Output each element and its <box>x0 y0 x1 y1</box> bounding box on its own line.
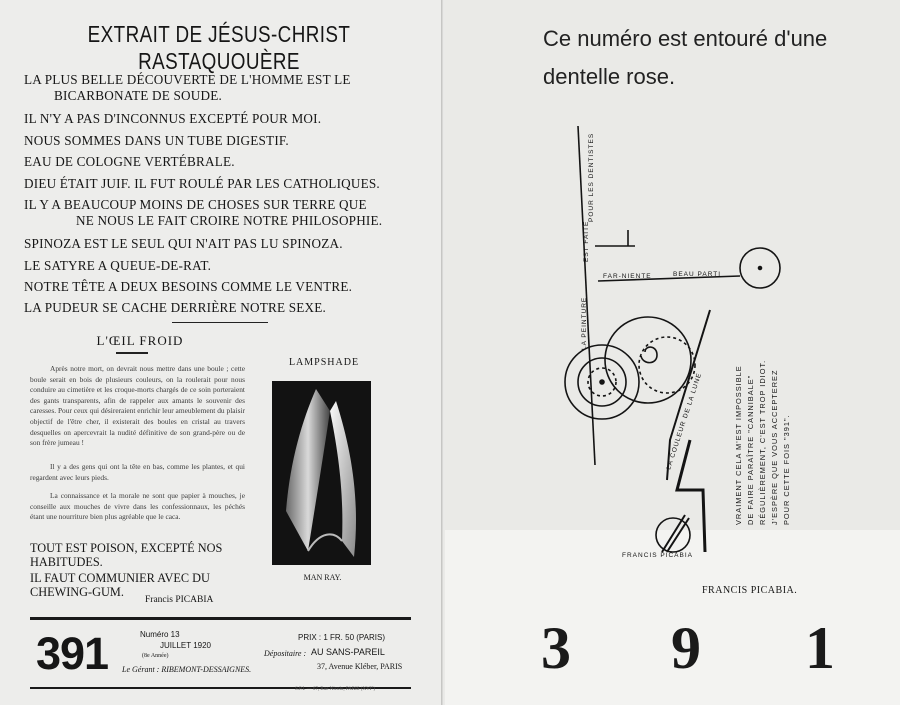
aphorism: NOTRE TÊTE A DEUX BESOINS COMME LE VENTRE. <box>24 279 353 294</box>
closing-line: TOUT EST POISON, EXCEPTÉ NOS <box>30 541 223 555</box>
aphorism <box>24 197 424 229</box>
prose-paragraph <box>30 462 245 483</box>
lampshade-image <box>272 381 371 565</box>
image-caption: MAN RAY. <box>303 573 342 582</box>
gerant: Le Gérant : RIBEMONT-DESSAIGNES. <box>122 665 252 674</box>
prose-text: Après notre mort, on devrait nous mettre dans une boule ; cette boule serait en bois de plusieurs couleurs, on la roulerait pour nous conduire au cimetière et les croque-morts chargés de ce soin porteraient des gants transparents, afin de rappeler aux amants le souvenir des caresses. Pour ceux qui désireraient enrichir leur ameublement du plaisir objectif de l'être cher, il existerait des boules en cristal au travers desquelles on apercevrait la nudité définitive de son grand-père ou de son frère jumeau ! <box>30 364 245 448</box>
right-title-line: dentelle rose. <box>543 64 676 89</box>
aphorism: LE SATYRE A QUEUE-DE-RAT. <box>24 258 212 273</box>
diagram-dot <box>759 267 762 270</box>
issue-year: (8e Année) <box>142 653 169 659</box>
closing-aphorism <box>30 541 245 569</box>
diagram-label: LA COULEUR DE LA LUNE <box>665 371 704 471</box>
signature: Francis PICABIA <box>145 595 214 605</box>
aphorism: SPINOZA EST LE SEUL QUI N'AIT PAS LU SPINOZA. <box>24 236 343 251</box>
imprint: S.P.I. — 67, Rue Nicolo, PARIS (XVI°) <box>295 687 376 692</box>
issue-number: Numéro 13 <box>140 630 180 639</box>
section-title: L'ŒIL FROID <box>96 333 184 348</box>
diagram-thick-line <box>677 440 705 552</box>
closing-line: CHEWING-GUM. <box>30 585 124 599</box>
prose-paragraph <box>30 491 245 523</box>
diagram-label: RÉGULIÈREMENT, C'EST TROP IDIOT. <box>758 359 767 525</box>
image-title: LAMPSHADE <box>288 357 360 368</box>
aphorism-line: NE NOUS LE FAIT CROIRE NOTRE PHILOSOPHIE. <box>76 213 383 228</box>
issue-date: JUILLET 1920 <box>160 641 211 650</box>
big-digit: 3 <box>541 615 571 681</box>
diagram-label: BEAU PARTI <box>673 271 722 278</box>
prose-text: Il y a des gens qui ont la tête en bas, comme les plantes, et qui regardent avec leurs pieds. <box>30 462 245 482</box>
depositaire-label: Dépositaire : <box>264 649 307 658</box>
mechanical-diagram <box>445 0 900 705</box>
left-page <box>0 0 443 705</box>
aphorism: DIEU ÉTAIT JUIF. IL FUT ROULÉ PAR LES CATHOLIQUES. <box>24 176 380 191</box>
right-signature: FRANCIS PICABIA. <box>702 585 798 596</box>
closing-line: IL FAUT COMMUNIER AVEC DU <box>30 571 210 585</box>
masthead-footer <box>30 617 411 689</box>
depositaire: AU SANS-PAREIL <box>311 647 385 657</box>
big-digit: 9 <box>671 615 701 681</box>
aphorism: LA PUDEUR SE CACHE DERRIÈRE NOTRE SEXE. <box>24 300 326 315</box>
closing-line: HABITUDES. <box>30 555 103 569</box>
diagram-label: DE FAIRE PARAÎTRE "CANNIBALE" <box>746 374 755 525</box>
diagram-dot <box>600 380 604 384</box>
diagram-label: J'ESPÈRE QUE VOUS ACCEPTEREZ <box>770 369 779 525</box>
aphorism <box>24 72 424 104</box>
lampshade-photo <box>272 381 371 565</box>
diagram-label: POUR CETTE FOIS "391". <box>782 414 791 525</box>
diagram-label: FAR-NIENTE <box>603 273 652 280</box>
aphorism-line: LA PLUS BELLE DÉCOUVERTE DE L'HOMME EST LE <box>24 72 351 87</box>
diagram-label: VRAIMENT CELA M'EST IMPOSSIBLE <box>734 365 743 525</box>
diagram-label: LA PEINTURE <box>581 296 588 350</box>
prose-paragraph <box>30 364 245 449</box>
aphorism-line: IL Y A BEAUCOUP MOINS DE CHOSES SUR TERRE QUE <box>24 197 367 212</box>
right-title-line: Ce numéro est entouré d'une <box>543 26 828 51</box>
diagram-label: POUR LES DENTISTES <box>588 132 595 222</box>
aphorism-line: BICARBONATE DE SOUDE. <box>54 88 222 103</box>
aphorism: NOUS SOMMES DANS UN TUBE DIGESTIF. <box>24 133 289 148</box>
logo-391: 391 <box>36 628 109 679</box>
diagram-label: EST FAITE <box>583 220 590 262</box>
price: PRIX : 1 FR. 50 (PARIS) <box>298 633 385 642</box>
big-digit: 1 <box>805 615 835 681</box>
diagram-label: FRANCIS PICABIA <box>622 552 693 559</box>
divider <box>172 322 268 323</box>
page-title: EXTRAIT DE JÉSUS-CHRIST RASTAQUOUÈRE <box>87 21 351 74</box>
divider <box>116 352 148 354</box>
address: 37, Avenue Kléber, PARIS <box>317 662 403 671</box>
aphorism: EAU DE COLOGNE VERTÉBRALE. <box>24 154 235 169</box>
aphorism: IL N'Y A PAS D'INCONNUS EXCEPTÉ POUR MOI. <box>24 111 322 126</box>
prose-text: La connaissance et la morale ne sont que papier à mouches, je conseille aux mouches de vivre dans les confessionnaux, les péchés étant une nourriture bien plus agréable que le caca. <box>30 491 245 522</box>
right-page <box>445 0 900 705</box>
